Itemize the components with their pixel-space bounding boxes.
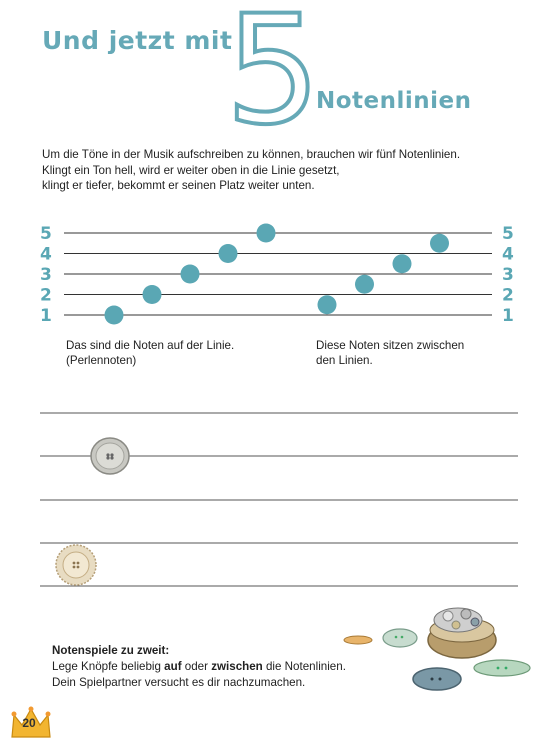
music-staff	[34, 220, 524, 330]
game-line-2: Dein Spielpartner versucht es dir nachzumachen.	[52, 676, 306, 689]
game-text: die Notenlinien.	[262, 660, 346, 673]
staff-line-number-left: 5	[40, 224, 52, 244]
note-between-lines	[318, 295, 337, 314]
caption-between-lines	[316, 338, 506, 368]
big-number-five	[218, 4, 328, 128]
intro-paragraph	[42, 147, 522, 194]
page-number: 20	[22, 716, 36, 730]
staff-line-number-left: 3	[40, 265, 52, 285]
staff-line-number-right: 5	[502, 224, 514, 244]
intro-line: Klingt ein Ton hell, wird er weiter oben in die Linie gesetzt,	[42, 163, 340, 177]
staff-line-number-right: 2	[502, 285, 514, 306]
caption-on-line	[66, 338, 286, 368]
caption-between-lines-subtext: den Linien.	[316, 354, 373, 367]
game-keyword-between: zwischen	[211, 660, 263, 673]
practice-staff	[40, 400, 520, 600]
note-on-line	[181, 265, 200, 284]
staff-line-number-right: 3	[502, 265, 514, 285]
intro-line: Um die Töne in der Musik aufschreiben zu können, brauchen wir fünf Notenlinien.	[42, 148, 461, 161]
note-on-line	[257, 224, 276, 243]
note-on-line	[143, 285, 162, 304]
caption-between-lines-text: Diese Noten sitzen zwischen	[316, 339, 465, 352]
staff-line-number-right: 4	[502, 244, 514, 265]
note-on-line	[219, 244, 238, 263]
caption-on-line-text: Das sind die Noten auf der Linie.	[66, 339, 235, 352]
staff-line-number-left: 1	[40, 306, 52, 326]
page-title-left: Und jetzt mit	[42, 26, 233, 55]
staff-line-number-right: 1	[502, 306, 514, 326]
game-text: Lege Knöpfe beliebig	[52, 660, 165, 673]
note-on-line	[105, 306, 124, 325]
game-instructions	[52, 643, 432, 691]
staff-line-number-left: 4	[40, 244, 52, 265]
page-title-right: Notenlinien	[316, 88, 472, 114]
button-icon	[91, 438, 129, 474]
game-heading: Notenspiele zu zweit:	[52, 644, 170, 657]
button-icon	[474, 660, 530, 676]
button-icon	[56, 545, 96, 585]
caption-on-line-subtext: (Perlennoten)	[66, 354, 137, 367]
note-between-lines	[430, 234, 449, 253]
note-between-lines	[393, 254, 412, 273]
game-text: oder	[181, 660, 212, 673]
game-line-1	[52, 659, 432, 675]
note-between-lines	[355, 275, 374, 294]
game-keyword-on: auf	[164, 660, 182, 673]
staff-line-number-left: 2	[40, 285, 52, 306]
intro-line: klingt er tiefer, bekommt er seinen Platz weiter unten.	[42, 179, 315, 192]
big-number-five-text: 5	[225, 4, 321, 128]
